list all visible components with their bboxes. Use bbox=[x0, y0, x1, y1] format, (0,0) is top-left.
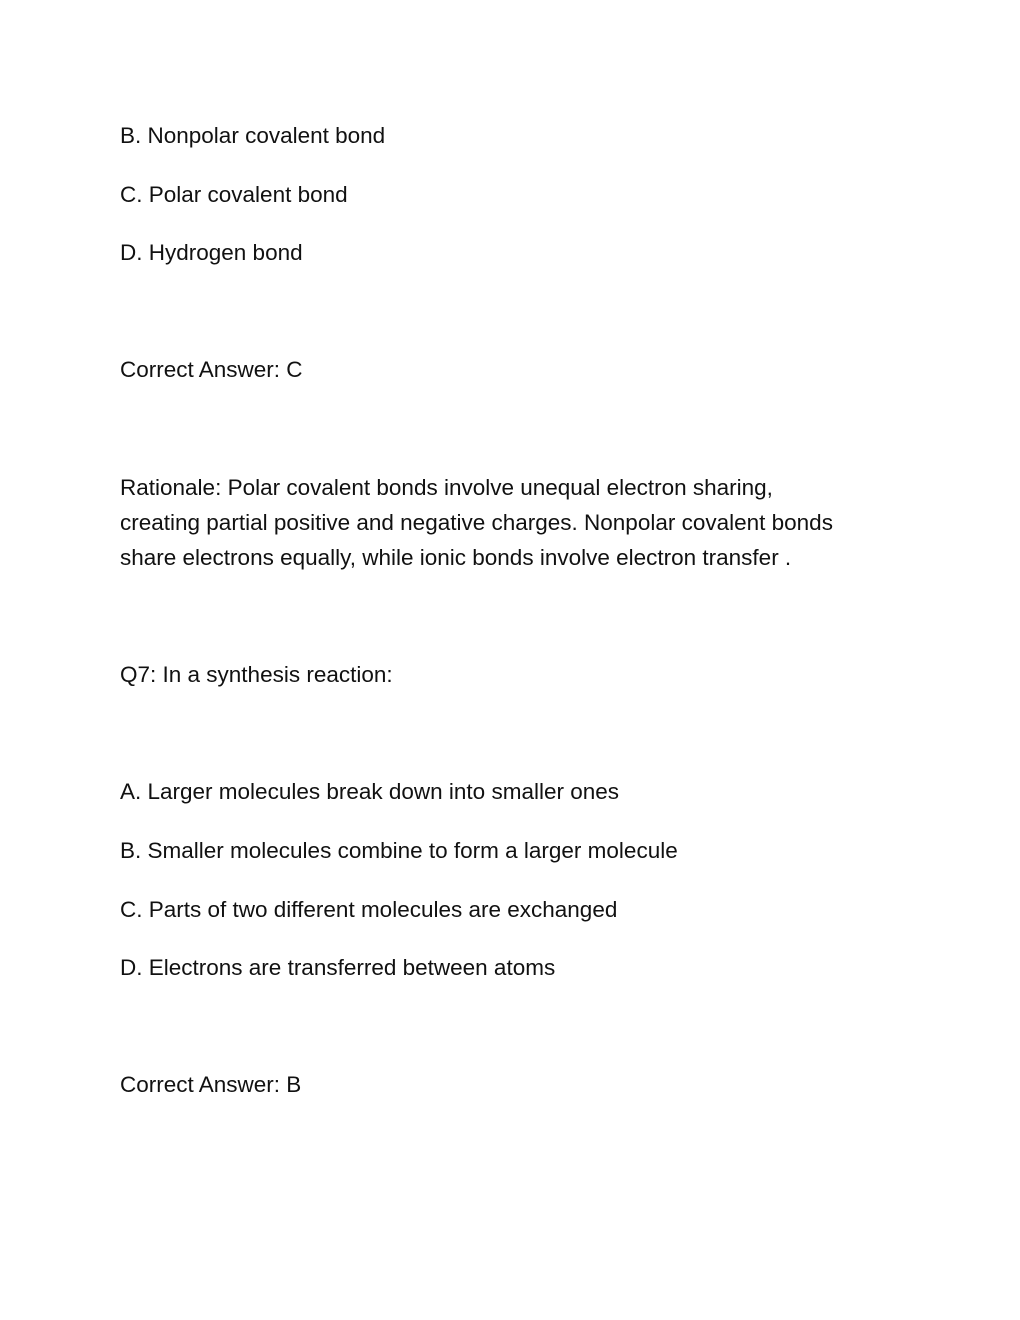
rationale-line: share electrons equally, while ionic bonds involve electron transfer . bbox=[120, 545, 792, 570]
q7-option-a: A. Larger molecules break down into smaller ones bbox=[120, 779, 619, 804]
q7-correct-answer: Correct Answer: B bbox=[120, 1072, 302, 1097]
rationale-line: creating partial positive and negative charges. Nonpolar covalent bonds bbox=[120, 510, 833, 535]
q7-option-d: D. Electrons are transferred between atoms bbox=[120, 955, 556, 980]
rationale-line: Rationale: Polar covalent bonds involve unequal electron sharing, bbox=[120, 475, 773, 500]
q7-option-c: C. Parts of two different molecules are exchanged bbox=[120, 897, 618, 922]
q7-question: Q7: In a synthesis reaction: bbox=[120, 662, 393, 687]
q6-correct-answer: Correct Answer: C bbox=[120, 357, 303, 382]
q6-option-c: C. Polar covalent bond bbox=[120, 182, 348, 207]
q6-option-b: B. Nonpolar covalent bond bbox=[120, 123, 386, 148]
q6-option-d: D. Hydrogen bond bbox=[120, 240, 303, 265]
q6-rationale bbox=[120, 470, 920, 575]
q7-option-b: B. Smaller molecules combine to form a larger molecule bbox=[120, 838, 678, 863]
